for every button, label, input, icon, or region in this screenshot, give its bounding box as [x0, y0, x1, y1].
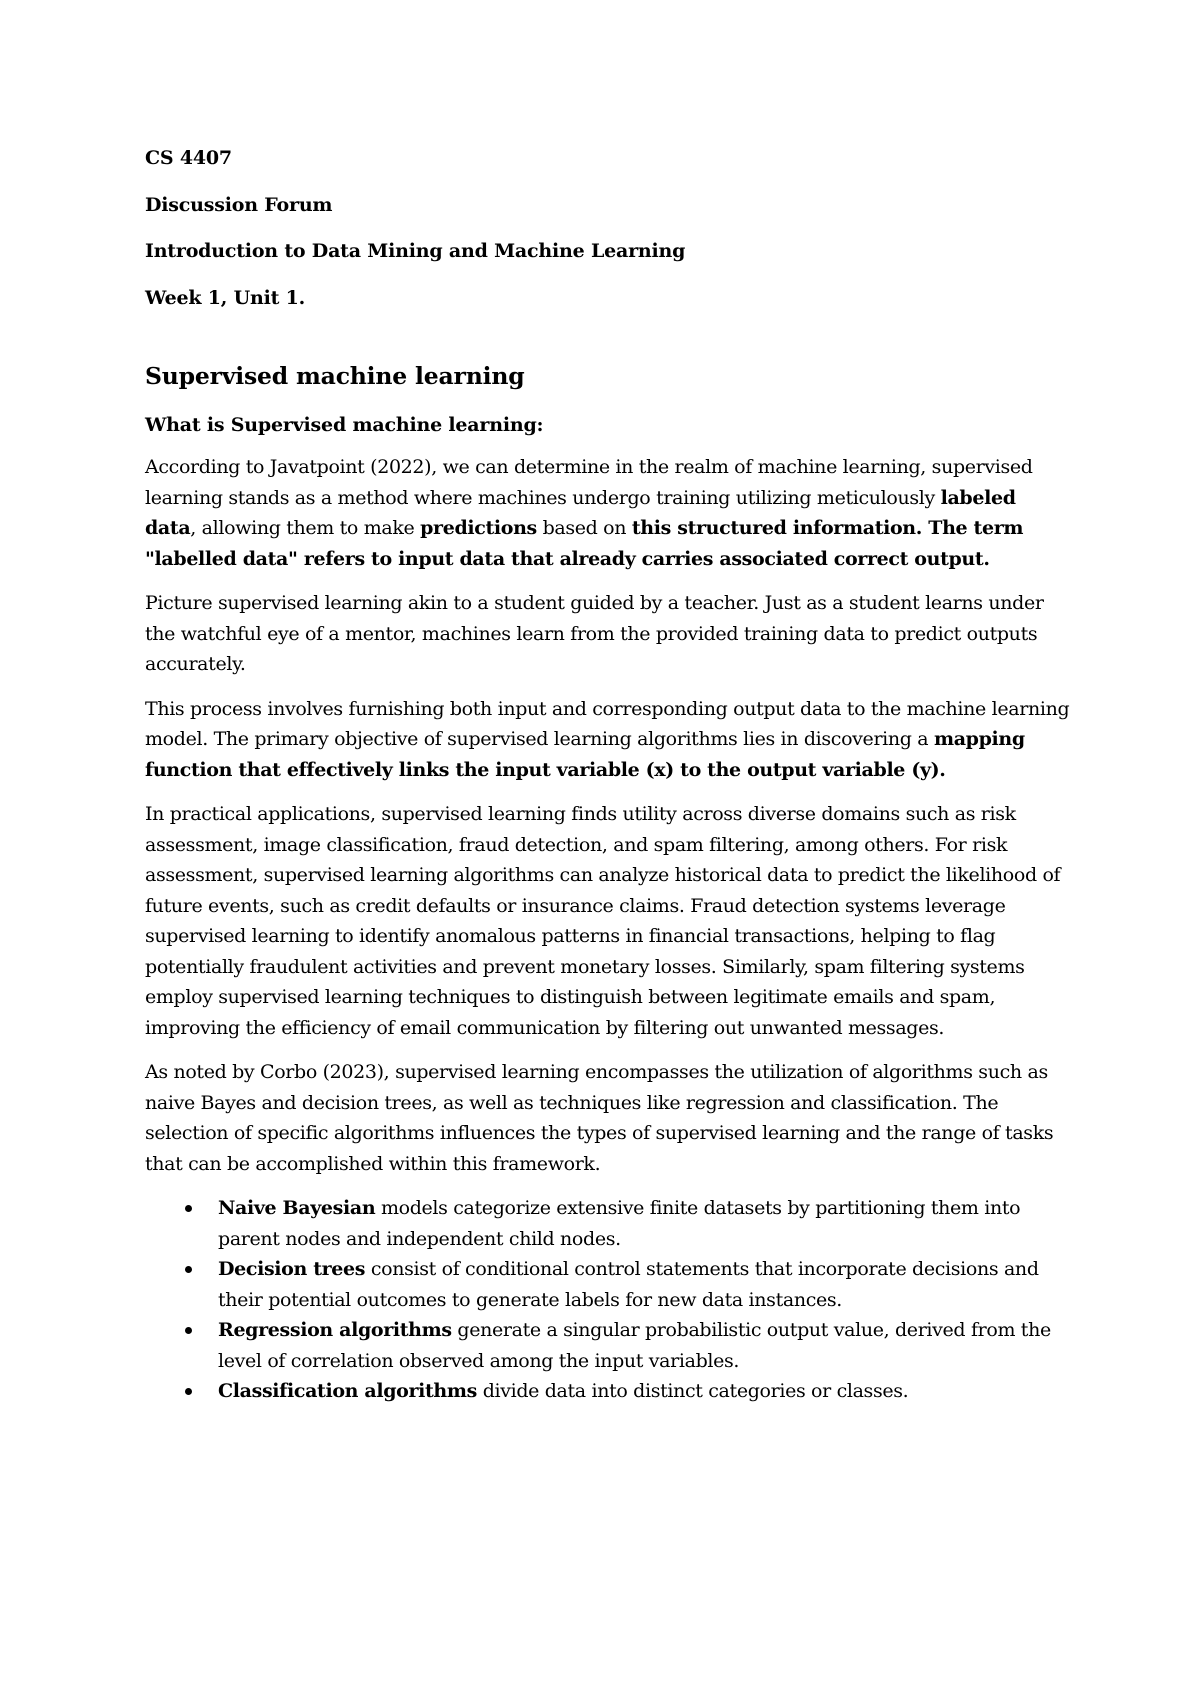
paragraph-text: This process involves furnishing both input and corresponding output data to the machine learning model. The primary objective of supervised learning algorithms lies in discovering a	[145, 697, 1070, 750]
emphasis-text: labeled data	[145, 486, 1016, 539]
week-unit: Week 1, Unit 1.	[145, 286, 306, 309]
list-item-term: Regression algorithms	[218, 1319, 452, 1341]
paragraph-applications: In practical applications, supervised learning finds utility across diverse domains such as risk assessment, image classification, fraud detection, and spam filtering, among others. For risk assessment, supervised learning algorithms can analyze historical data to predict the likelihood of future events, such as credit defaults or insurance claims. Fraud detection systems leverage supervised learning to identify anomalous patterns in financial transactions, helping to flag potentially fraudulent activities and prevent monetary losses. Similarly, spam filtering systems employ supervised learning techniques to distinguish between legitimate emails and spam, improving the efficiency of email communication by filtering out unwanted messages.	[145, 803, 1061, 1039]
forum-label: Discussion Forum	[145, 193, 333, 216]
list-item-text: divide data into distinct categories or classes.	[477, 1380, 909, 1402]
section-title: Supervised machine learning	[145, 362, 525, 390]
list-item-text: models categorize extensive finite datasets by partitioning them into parent nodes and independent child nodes.	[218, 1197, 1021, 1250]
bullet-icon	[185, 1388, 192, 1395]
list-item-term: Decision trees	[218, 1258, 366, 1280]
list-item	[145, 1254, 1070, 1315]
paragraph-process	[145, 694, 1070, 786]
list-item	[145, 1376, 1070, 1407]
emphasis-text: mapping function that effectively links the input variable (x) to the output variable (y).	[145, 728, 1025, 781]
emphasis-text: this structured information. The term "labelled data" refers to input data that already carries associated correct output.	[145, 517, 1024, 570]
paragraph-text: According to Javatpoint (2022), we can determine in the realm of machine learning, supervised learning stands as a method where machines undergo training utilizing meticulously	[145, 456, 1033, 509]
list-item-term: Classification algorithms	[218, 1380, 477, 1402]
paragraph-text: based on	[536, 517, 632, 539]
paragraph-definition	[145, 452, 1070, 574]
algorithm-list	[145, 1193, 1070, 1407]
list-item-text: generate a singular probabilistic output value, derived from the level of correlation observed among the input variables.	[218, 1319, 1051, 1372]
list-item-term: Naive Bayesian	[218, 1197, 376, 1219]
section-subheading: What is Supervised machine learning:	[145, 413, 544, 436]
emphasis-text: predictions	[420, 517, 537, 539]
list-item	[145, 1315, 1070, 1376]
bullet-icon	[185, 1266, 192, 1273]
course-code: CS 4407	[145, 147, 232, 169]
list-item	[145, 1193, 1070, 1254]
bullet-icon	[185, 1205, 192, 1212]
paragraph-algorithms: As noted by Corbo (2023), supervised learning encompasses the utilization of algorithms such as naive Bayes and decision trees, as well as techniques like regression and classification. The selection of specific algorithms influences the types of supervised learning and the range of tasks that can be accomplished within this framework.	[145, 1061, 1054, 1175]
course-subject: Introduction to Data Mining and Machine Learning	[145, 240, 686, 262]
bullet-icon	[185, 1327, 192, 1334]
paragraph-text: , allowing them to make	[190, 517, 421, 539]
list-item-text: consist of conditional control statements that incorporate decisions and their potential outcomes to generate labels for new data instances.	[218, 1258, 1039, 1311]
paragraph-analogy: Picture supervised learning akin to a student guided by a teacher. Just as a student learns under the watchful eye of a mentor, machines learn from the provided training data to predict outputs accurately.	[145, 592, 1044, 675]
